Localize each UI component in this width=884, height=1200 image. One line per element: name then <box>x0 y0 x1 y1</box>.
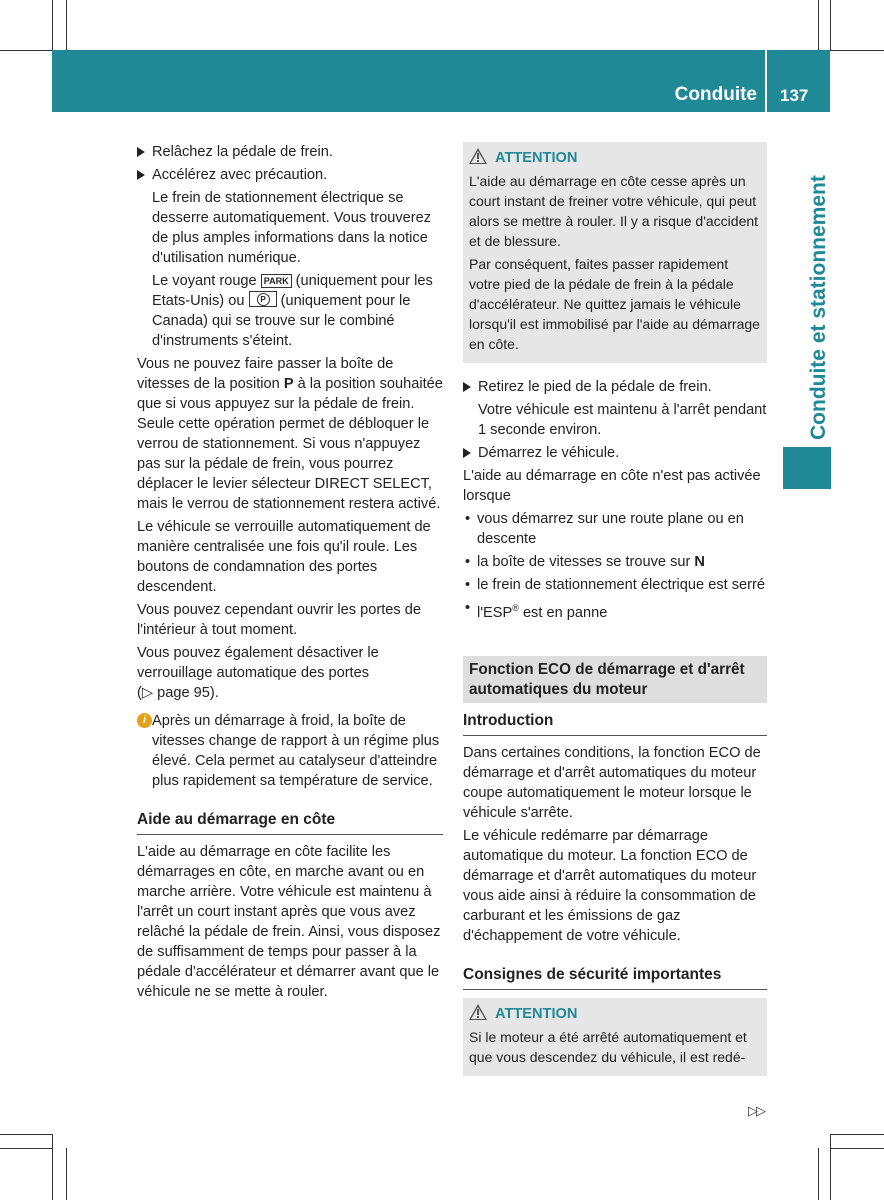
warning-heading <box>469 1004 761 1024</box>
paragraph: Le véhicule se verrouille automatiquement de manière centralisée une fois qu'il roule. Les boutons de condamnation des portes descendent. <box>137 519 431 595</box>
info-text: Après un démarrage à froid, la boîte de vitesses change de rapport à un régime plus élevé. Cela permet au catalyseur d'atteindre plus rapidement sa température de service. <box>152 713 440 789</box>
section-heading-safety: Consignes de sécurité importantes <box>463 965 767 990</box>
section-heading-introduction: Introduction <box>463 711 767 736</box>
header-bar <box>52 50 830 112</box>
step-detail: Votre véhicule est maintenu à l'arrêt pendant 1 seconde environ. <box>478 402 767 438</box>
paragraph: L'aide au démarrage en côte facilite les démarrages en côte, en marche avant ou en marche arrière. Votre véhicule est maintenu à l'arrêt un court instant après que vous avez relâché la pédale de frein. Ainsi, vous disposez de suffisamment de temps pour passer à la pédale d'accélérateur et démarrer avant que le véhicule ne se mette à rouler. <box>137 844 441 1000</box>
step-start-vehicle: Démarrez le véhicule. <box>463 443 767 463</box>
crop-mark <box>830 1134 884 1135</box>
list-item <box>463 552 767 572</box>
step-detail: Le frein de stationnement électrique se desserre automatiquement. Vous trouverez de plus amples informations dans la notice d'utilisation numérique. <box>152 190 432 266</box>
continue-arrows-icon: ▷▷ <box>748 1103 764 1118</box>
crop-mark <box>0 1148 52 1149</box>
warning-title: ATTENTION <box>495 150 578 166</box>
left-column <box>137 142 443 1005</box>
step-remove-foot: Retirez le pied de la pédale de frein. <box>463 377 767 397</box>
warning-box <box>463 142 767 363</box>
text: est en panne <box>522 604 608 621</box>
text: (uniquement pour les Etats-Unis) ou <box>152 273 433 309</box>
info-note <box>137 711 443 791</box>
parking-p-letter: P <box>257 293 270 306</box>
text: (uniquement pour le Canada) qui se trouve sur le combiné d'instruments s'éteint. <box>152 293 411 349</box>
crop-mark <box>818 1148 819 1200</box>
crop-mark <box>0 1134 52 1135</box>
text: Vous pouvez également désactiver le verrouillage automatique des portes <box>137 645 379 681</box>
page-reference-link[interactable]: (▷ page 95). <box>137 685 219 701</box>
crop-mark <box>818 0 819 50</box>
crop-mark <box>830 1148 884 1149</box>
warning-triangle-icon <box>469 148 487 164</box>
list-item: • vous démarrez sur une route plane ou en descente <box>463 509 767 549</box>
page-number: 137 <box>780 86 809 105</box>
paragraph: Vous pouvez cependant ouvrir les portes de l'intérieur à tout moment. <box>137 602 421 638</box>
text: à la position souhaitée que si vous appuyez sur la pédale de frein. Seule cette opération permet de débloquer le verrou de stationnement. Si vous n'appuyez pas sur la pédale de frein, vous pourrez déplacer le levier sélecteur DIRECT SELECT, mais le verrou de stationnement restera activé. <box>137 376 443 512</box>
header-divider <box>765 50 767 112</box>
crop-mark <box>830 1134 831 1200</box>
gear-p: P <box>283 376 294 392</box>
chapter-title: Conduite <box>674 84 757 105</box>
crop-mark <box>830 0 831 50</box>
crop-mark <box>66 1148 67 1200</box>
paragraph: Le véhicule redémarre par démarrage automatique du moteur. La fonction ECO de démarrage et d'arrêt automatiques du moteur vous aide ainsi à réduire la consommation de carburant et les émissions de gaz d'échappement de votre véhicule. <box>463 827 757 944</box>
warning-text: L'aide au démarrage en côte cesse après un court instant de freiner votre véhicule, qui peut alors se mettre à rouler. Il y a risque d'accident et de blessure. <box>469 173 759 249</box>
warning-triangle-icon <box>469 1004 487 1020</box>
info-icon: i <box>137 713 152 728</box>
step-release-brake: Relâchez la pédale de frein. <box>137 142 443 162</box>
crop-mark <box>66 0 67 50</box>
section-heading-hill-start: Aide au démarrage en côte <box>137 810 443 835</box>
paragraph: Dans certaines conditions, la fonction ECO de démarrage et d'arrêt automatiques du moteur coupe automatiquement le moteur lorsque le véhicule s'arrête. <box>463 744 761 821</box>
right-column <box>463 142 767 1090</box>
text: la boîte de vitesses se trouve sur <box>477 554 691 570</box>
section-title-eco: Fonction ECO de démarrage et d'arrêt automatiques du moteur <box>463 656 767 703</box>
crop-mark <box>52 0 53 50</box>
step-text: Accélérez avec précaution. <box>152 167 328 183</box>
warning-box <box>463 998 767 1076</box>
step-light-detail <box>137 271 443 351</box>
side-tab-label: Conduite et stationnement <box>807 175 830 440</box>
registered-mark: ® <box>512 603 519 613</box>
gear-n: N <box>694 554 705 570</box>
text: l'ESP <box>477 604 513 621</box>
side-tab-marker <box>783 447 831 489</box>
crop-mark <box>52 1134 53 1200</box>
list-item <box>463 598 767 623</box>
paragraph <box>137 354 443 514</box>
warning-text: Par conséquent, faites passer rapidement votre pied de la pédale de frein à la pédale d'accélérateur. Ne quittez jamais le véhicule lorsqu'il est immobilisé par l'aide au démarrage en côte. <box>469 256 760 352</box>
list-item: • le frein de stationnement électrique est serré <box>463 575 767 595</box>
paragraph <box>137 643 443 703</box>
crop-mark <box>0 50 52 51</box>
paragraph: L'aide au démarrage en côte n'est pas activée lorsque <box>463 468 761 504</box>
text: Le voyant rouge <box>152 273 257 289</box>
warning-text: Si le moteur a été arrêté automatiquement et que vous descendez du véhicule, il est redé- <box>469 1028 747 1065</box>
parking-brake-indicator-icon <box>249 291 277 307</box>
step-accelerate <box>137 165 443 185</box>
warning-title: ATTENTION <box>495 1005 578 1022</box>
crop-mark <box>830 50 884 51</box>
text: Vous ne pouvez faire passer la boîte de vitesses de la position <box>137 356 394 392</box>
park-indicator-icon: PARK <box>261 274 292 288</box>
warning-heading <box>469 148 761 168</box>
